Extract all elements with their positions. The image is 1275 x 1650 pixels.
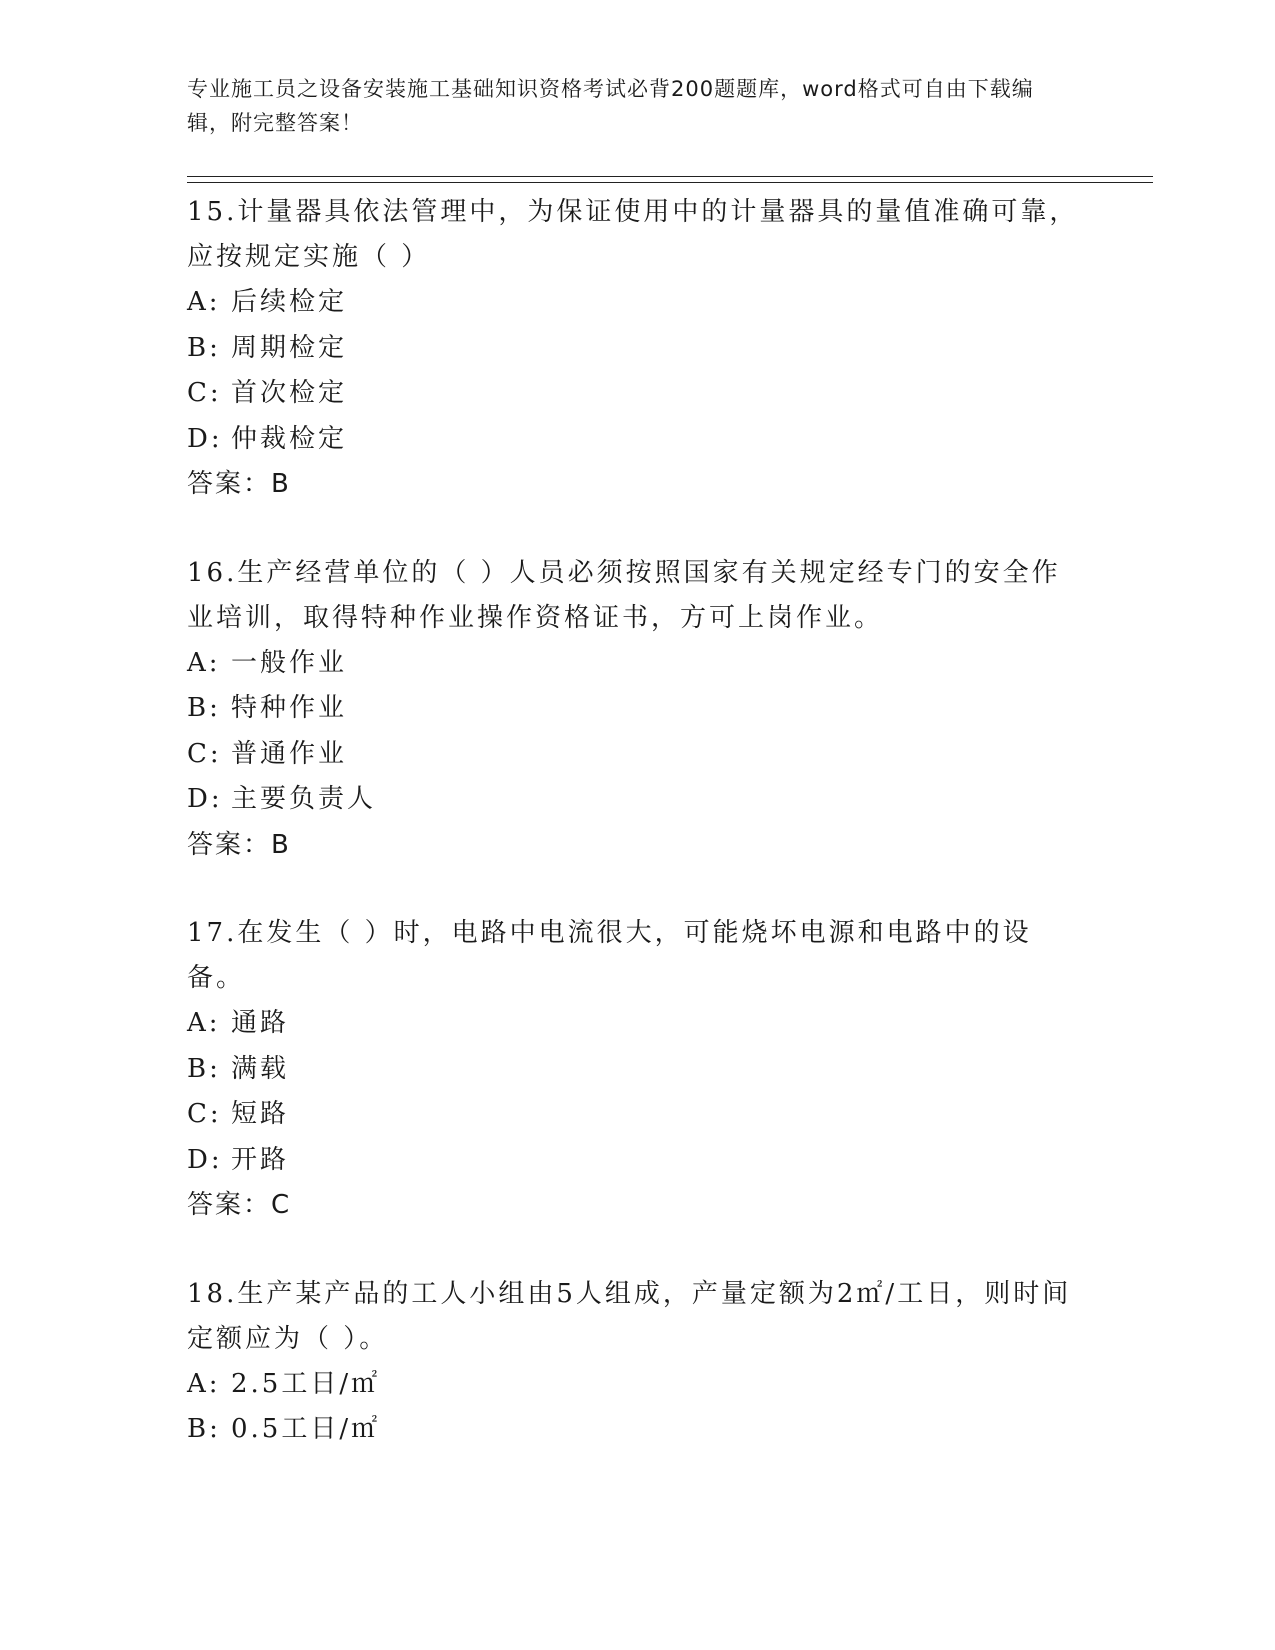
option-letter: A: bbox=[187, 647, 221, 678]
option-text: 后续检定 bbox=[231, 287, 348, 317]
option-letter: C: bbox=[187, 378, 222, 408]
option-d bbox=[187, 777, 1087, 823]
option-b bbox=[187, 1407, 1087, 1453]
option-text: 首次检定 bbox=[231, 378, 348, 408]
option-a bbox=[187, 280, 1087, 326]
answer-line: 答案：B bbox=[187, 829, 291, 860]
option-letter: B: bbox=[187, 1053, 221, 1084]
header-rule-bottom bbox=[187, 182, 1153, 183]
option-letter: D: bbox=[187, 423, 223, 454]
option-text: 普通作业 bbox=[231, 738, 348, 769]
option-letter: A: bbox=[187, 1008, 221, 1038]
option-text: 开路 bbox=[231, 1144, 290, 1175]
option-b bbox=[187, 326, 1087, 372]
header-rule-top bbox=[187, 176, 1153, 177]
option-letter: C: bbox=[187, 1099, 222, 1129]
option-letter: A: bbox=[187, 1368, 221, 1399]
question-18 bbox=[187, 1272, 1087, 1453]
option-d bbox=[187, 1138, 1087, 1184]
option-a bbox=[187, 1362, 1087, 1408]
option-text: 2.5工日/㎡ bbox=[231, 1368, 381, 1399]
question-17 bbox=[187, 911, 1087, 1229]
option-d bbox=[187, 417, 1087, 463]
option-c bbox=[187, 1092, 1087, 1138]
option-text: 一般作业 bbox=[231, 647, 348, 678]
option-letter: D: bbox=[187, 1144, 223, 1175]
question-stem: 15.计量器具依法管理中，为保证使用中的计量器具的量值准确可靠，应按规定实施（ ） bbox=[187, 197, 1079, 272]
option-b bbox=[187, 1047, 1087, 1093]
option-text: 短路 bbox=[231, 1099, 290, 1129]
answer-line: 答案：B bbox=[187, 469, 291, 499]
question-stem: 17.在发生（ ）时，电路中电流很大，可能烧坏电源和电路中的设备。 bbox=[187, 918, 1032, 993]
document-header: 专业施工员之设备安装施工基础知识资格考试必背200题题库，word格式可自由下载编辑，附完整答案！ bbox=[187, 77, 1034, 135]
option-letter: D: bbox=[187, 784, 223, 814]
option-c bbox=[187, 732, 1087, 778]
option-a bbox=[187, 641, 1087, 687]
option-letter: B: bbox=[187, 693, 221, 723]
option-text: 满载 bbox=[231, 1053, 290, 1084]
option-text: 特种作业 bbox=[231, 693, 348, 723]
option-text: 通路 bbox=[231, 1008, 290, 1038]
question-16 bbox=[187, 551, 1087, 869]
answer-line: 答案：C bbox=[187, 1190, 292, 1220]
option-text: 仲裁检定 bbox=[231, 423, 348, 454]
option-a bbox=[187, 1001, 1087, 1047]
option-c bbox=[187, 371, 1087, 417]
question-stem: 16.生产经营单位的（ ）人员必须按照国家有关规定经专门的安全作业培训，取得特种作业操作资格证书，方可上岗作业。 bbox=[187, 557, 1061, 633]
option-letter: C: bbox=[187, 738, 222, 769]
option-letter: A: bbox=[187, 287, 221, 317]
option-b bbox=[187, 686, 1087, 732]
option-letter: B: bbox=[187, 1414, 221, 1444]
option-text: 主要负责人 bbox=[231, 784, 377, 814]
question-list bbox=[187, 190, 1087, 1453]
option-letter: B: bbox=[187, 332, 221, 363]
question-15 bbox=[187, 190, 1087, 508]
option-text: 周期检定 bbox=[231, 332, 348, 363]
option-text: 0.5工日/㎡ bbox=[231, 1414, 381, 1444]
question-stem: 18.生产某产品的工人小组由5人组成，产量定额为2㎡/工日，则时间定额应为（ ）。 bbox=[187, 1278, 1072, 1354]
